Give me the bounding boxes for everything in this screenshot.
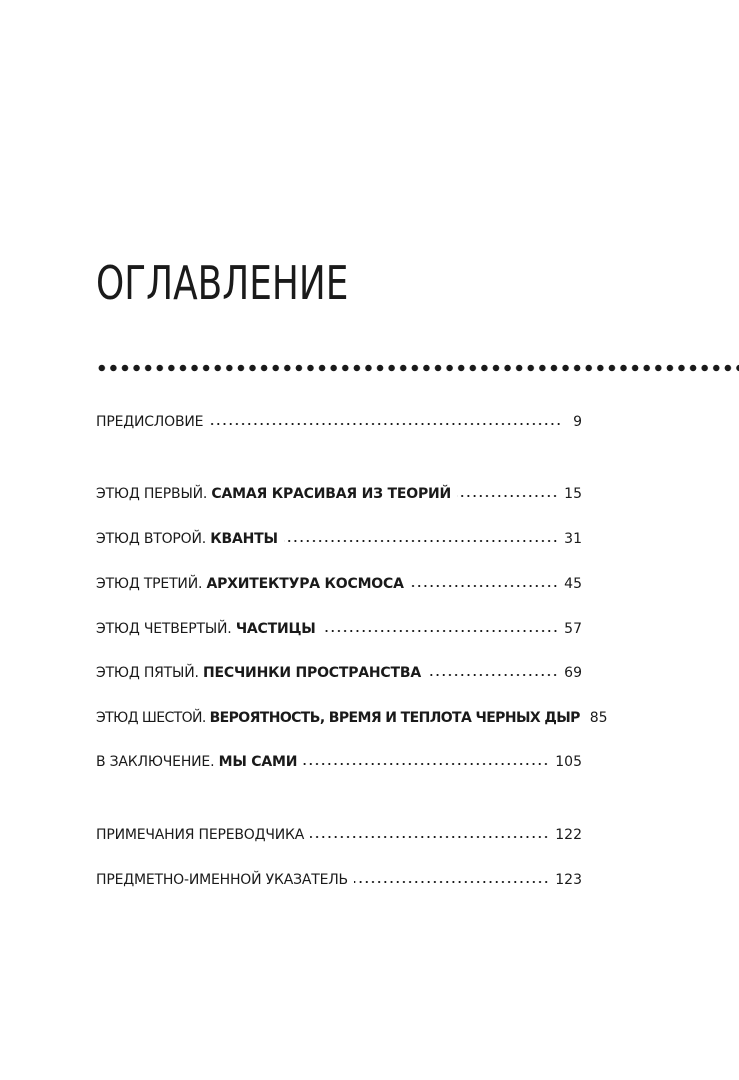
toc-entry-etude-4[interactable] <box>96 618 582 640</box>
toc-page-number: 69 <box>564 665 582 681</box>
toc-entry-prefix: ЭТЮД ПЕРВЫЙ. <box>96 486 208 502</box>
dot-leader <box>354 880 549 884</box>
toc-entry-label <box>96 751 297 773</box>
page-title: ОГЛАВЛЕНИЕ <box>96 256 349 310</box>
toc-entry-index[interactable] <box>96 869 582 891</box>
toc-entry-label <box>96 618 316 640</box>
toc-entry-prefix: ПРЕДМЕТНО-ИМЕННОЙ УКАЗАТЕЛЬ <box>96 872 348 888</box>
toc-page-number: 85 <box>589 710 608 726</box>
toc-entry-title: МЫ САМИ <box>218 754 298 770</box>
toc-page-number: 9 <box>573 414 582 430</box>
toc-entry-label <box>96 824 304 846</box>
toc-entry-etude-2[interactable] <box>96 528 582 550</box>
toc-entry-prefix: ЭТЮД ВТОРОЙ. <box>96 531 206 547</box>
toc-entry-translator-notes[interactable] <box>96 824 582 846</box>
toc-entry-etude-1[interactable] <box>96 483 582 505</box>
toc-entry-prefix: ПРИМЕЧАНИЯ ПЕРЕВОДЧИКА <box>96 827 305 843</box>
toc-entry-etude-6[interactable] <box>96 707 608 729</box>
toc-entry-conclusion[interactable] <box>96 751 582 773</box>
dot-leader <box>310 835 549 839</box>
toc-entry-label <box>96 483 451 505</box>
toc-entry-label <box>96 707 580 729</box>
toc-page-number: 123 <box>555 872 582 888</box>
toc-entry-label <box>96 411 203 433</box>
toc-page-number: 15 <box>564 486 582 502</box>
toc-entry-prefix: ЭТЮД ШЕСТОЙ. <box>96 710 206 726</box>
toc-entry-etude-5[interactable] <box>96 662 582 684</box>
toc-entry-prefix: В ЗАКЛЮЧЕНИЕ. <box>96 754 215 770</box>
dot-leader <box>303 762 549 766</box>
toc-page-number: 57 <box>564 621 582 637</box>
toc-page-number: 122 <box>555 827 582 843</box>
toc-entry-preface[interactable] <box>96 411 582 433</box>
toc-entry-prefix: ЭТЮД ПЯТЫЙ. <box>96 665 199 681</box>
dot-leader <box>427 673 558 677</box>
toc-entry-title: ПЕСЧИНКИ ПРОСТРАНСТВА <box>202 665 421 681</box>
toc-entry-title: ВЕРОЯТНОСТЬ, ВРЕМЯ И ТЕПЛОТА ЧЕРНЫХ ДЫР <box>209 710 580 726</box>
toc-entry-label <box>96 662 421 684</box>
dot-leader <box>457 494 558 498</box>
toc-page-number: 105 <box>555 754 582 770</box>
toc-entry-label <box>96 573 404 595</box>
dot-leader <box>284 539 558 543</box>
toc-page-number: 45 <box>564 576 582 592</box>
toc-page-number: 31 <box>564 531 582 547</box>
toc-entry-title: ЧАСТИЦЫ <box>235 621 316 637</box>
dot-leader <box>410 584 558 588</box>
toc-entry-title: САМАЯ КРАСИВАЯ ИЗ ТЕОРИЙ <box>211 486 452 502</box>
toc-entry-prefix: ЭТЮД ЧЕТВЕРТЫЙ. <box>96 621 232 637</box>
toc-entry-label <box>96 869 348 891</box>
title-dotted-rule <box>96 364 739 372</box>
toc-entry-label <box>96 528 278 550</box>
toc-entry-title: АРХИТЕКТУРА КОСМОСА <box>206 576 404 592</box>
toc-entry-prefix: ЭТЮД ТРЕТИЙ. <box>96 576 203 592</box>
toc-entry-etude-3[interactable] <box>96 573 582 595</box>
dot-leader <box>322 629 559 633</box>
toc-entry-title: КВАНТЫ <box>210 531 278 547</box>
dot-leader <box>209 422 562 426</box>
toc-entry-prefix: ПРЕДИСЛОВИЕ <box>96 414 204 430</box>
